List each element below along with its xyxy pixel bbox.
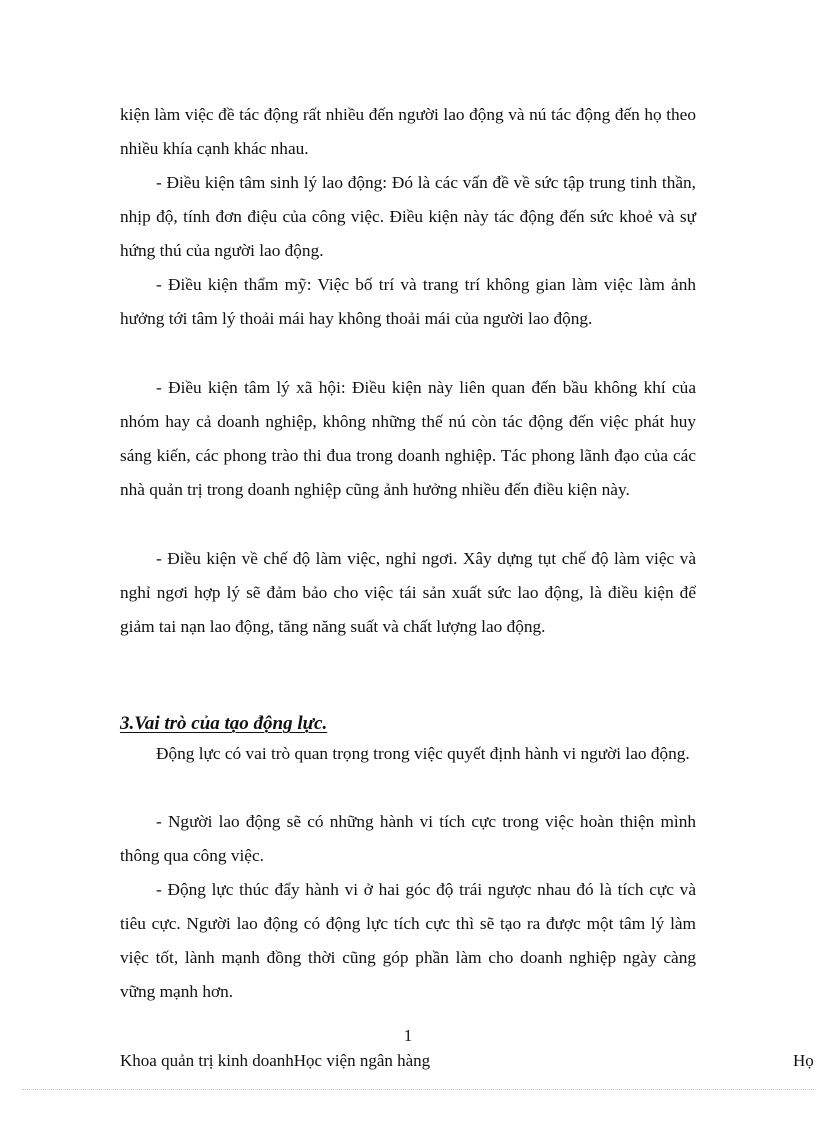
footer-right-text: Họ: [793, 1051, 814, 1070]
paragraph-psychophysiological-conditions: - Điều kiện tâm sinh lý lao động: Đó là các vấn đề về sức tập trung tinh thần, nhịp độ, tính đơn điệu của công việc. Điều kiện này tác động đến sức khoẻ và sự hứng thú của người lao động.: [120, 173, 696, 260]
paragraph-positive-behavior: - Người lao động sẽ có những hành vi tích cực trong việc hoàn thiện mình thông qua công việc.: [120, 812, 696, 865]
paragraph-two-perspectives: - Động lực thúc đẩy hành vi ở hai góc độ trái ngược nhau đó là tích cực và tiêu cực. Người lao động có động lực tích cực thì sẽ tạo ra được một tâm lý làm việc tốt, lành mạnh đồng thời cũng góp phần làm cho doanh nghiệp ngày càng vững mạnh hơn.: [120, 880, 696, 1001]
section-heading: 3.Vai trò của tạo động lực.: [120, 713, 328, 734]
paragraph-aesthetic-conditions: - Điều kiện thẩm mỹ: Việc bố trí và trang trí không gian làm việc làm ảnh hưởng tới tâm lý thoải mái hay không thoải mái của người lao động.: [120, 275, 696, 328]
page-break-divider: [22, 1089, 816, 1090]
paragraph-working-conditions-continued: kiện làm việc đề tác động rất nhiều đến người lao động và nú tác động đến họ theo nhiều khía cạnh khác nhau.: [120, 105, 696, 158]
page-number: 1: [403, 1026, 413, 1045]
footer-left-text: Khoa quản trị kinh doanhHọc viện ngân hàng: [120, 1051, 431, 1070]
paragraph-work-rest-regime: - Điều kiện về chế độ làm việc, nghỉ ngơi. Xây dựng tụt chế độ làm việc và nghỉ ngơi hợp lý sẽ đảm bảo cho việc tái sản xuất sức lao động, là điều kiện để giảm tai nạn lao động, tăng năng suất và chất lượng lao động.: [120, 549, 696, 636]
paragraph-motivation-role: Động lực có vai trò quan trọng trong việc quyết định hành vi người lao động.: [156, 744, 690, 763]
paragraph-socio-psychological-conditions: - Điều kiện tâm lý xã hội: Điều kiện này liên quan đến bầu không khí của nhóm hay cả doanh nghiệp, không những thế nú còn tác động đến việc phát huy sáng kiến, các phong trào thi đua trong doanh nghiệp. Tác phong lãnh đạo của các nhà quản trị trong doanh nghiệp cũng ảnh hưởng nhiều đến điều kiện này.: [120, 378, 696, 499]
